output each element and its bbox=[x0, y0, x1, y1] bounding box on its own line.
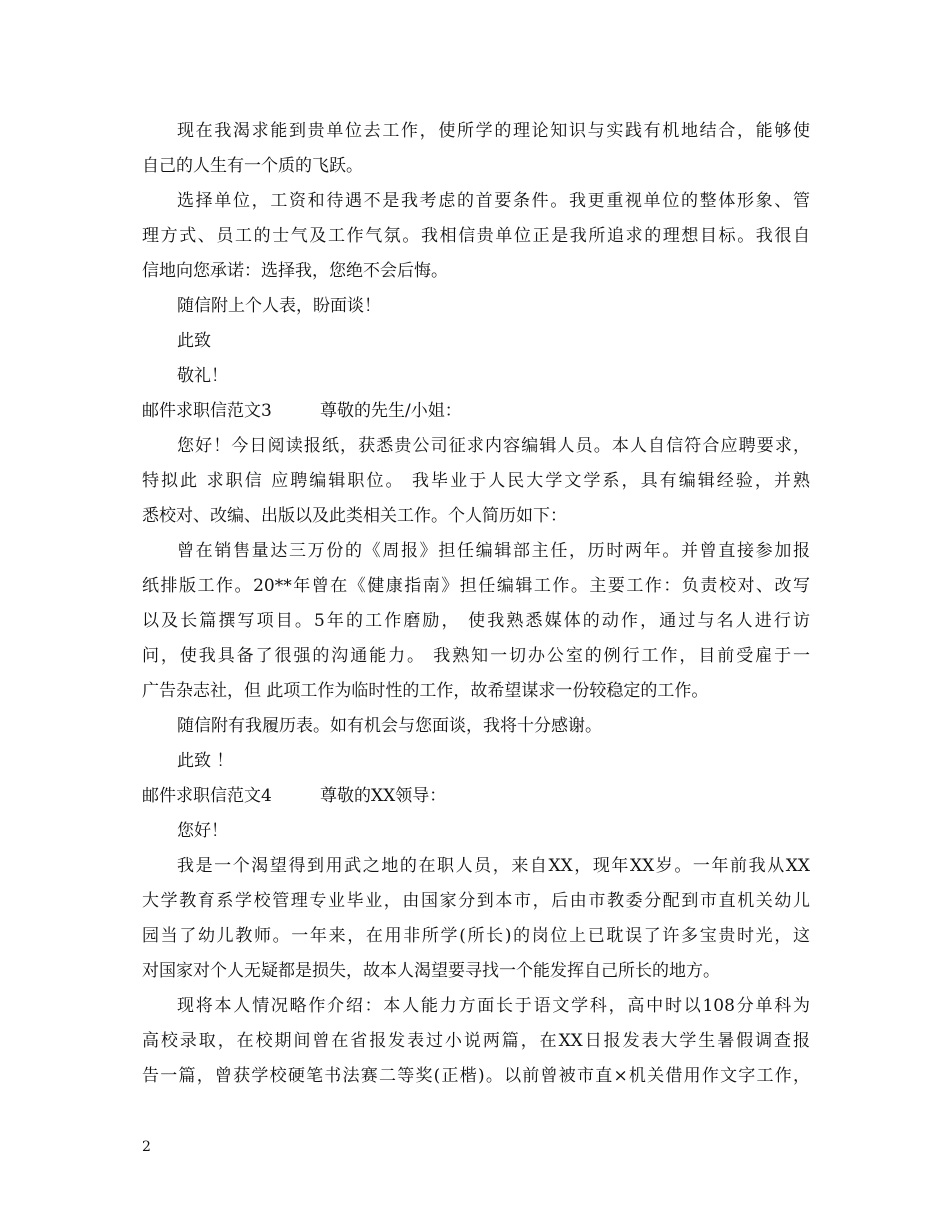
text-line: 此致 ！ bbox=[177, 751, 234, 771]
text-line: 现在我渴求能到贵单位去工作，使所学的理论知识与实践有机地结合，能够使 bbox=[177, 121, 810, 141]
salutation: 尊敬的先生/小姐： bbox=[320, 401, 462, 421]
document-body bbox=[142, 114, 810, 1094]
text-line: 对国家对个人无疑都是损失，故本人渴望要寻找一个能发挥自己所长的地方。 bbox=[142, 961, 720, 981]
text-line: 此致 bbox=[177, 331, 211, 351]
text-line: 敬礼！ bbox=[177, 366, 228, 386]
text-line: 纸排版工作。20**年曾在《健康指南》担任编辑工作。主要工作：负责校对、改写 bbox=[142, 576, 810, 596]
text-line: 大学教育系学校管理专业毕业，由国家分到本市，后由市教委分配到市直机关幼儿 bbox=[142, 891, 810, 911]
text-line: 告一篇，曾获学校硬笔书法赛二等奖(正楷)。以前曾被市直×机关借用作文字工作， bbox=[142, 1066, 810, 1086]
text-line: 现将本人情况略作介绍：本人能力方面长于语文学科，高中时以108分单科为 bbox=[177, 996, 810, 1016]
text-line: 问，使我具备了很强的沟通能力。 我熟知一切办公室的例行工作，目前受雇于一 bbox=[142, 646, 810, 666]
text-line: 您好！ bbox=[177, 821, 228, 841]
text-line: 广告杂志社，但 此项工作为临时性的工作，故希望谋求一份较稳定的工作。 bbox=[142, 681, 709, 701]
salutation: 尊敬的XX领导： bbox=[320, 786, 447, 806]
text-line: 悉校对、改编、出版以及此类相关工作。个人简历如下： bbox=[142, 506, 567, 526]
text-line: 以及长篇撰写项目。5年的工作磨励， 使我熟悉媒体的动作，通过与名人进行访 bbox=[142, 611, 810, 631]
text-line: 随信附有我履历表。如有机会与您面谈，我将十分感谢。 bbox=[177, 716, 602, 736]
text-line: 信地向您承诺：选择我，您绝不会后悔。 bbox=[142, 261, 448, 281]
section-heading bbox=[142, 779, 810, 814]
text-line: 我是一个渴望得到用武之地的在职人员，来自XX，现年XX岁。一年前我从XX bbox=[177, 856, 810, 876]
section-title: 邮件求职信范文4 bbox=[142, 786, 272, 806]
text-line: 理方式、员工的士气及工作气氛。我相信贵单位正是我所追求的理想目标。我很自 bbox=[142, 226, 810, 246]
text-line: 随信附上个人表，盼面谈！ bbox=[177, 296, 381, 316]
section-heading bbox=[142, 394, 810, 429]
text-line: 曾在销售量达三万份的《周报》担任编辑部主任，历时两年。并曾直接参加报 bbox=[177, 541, 810, 561]
page-number: 2 bbox=[142, 1139, 151, 1155]
text-line: 选择单位，工资和待遇不是我考虑的首要条件。我更重视单位的整体形象、管 bbox=[177, 191, 810, 211]
text-line: 自己的人生有一个质的飞跃。 bbox=[142, 156, 363, 176]
section-title: 邮件求职信范文3 bbox=[142, 401, 272, 421]
text-line: 园当了幼儿教师。一年来，在用非所学(所长)的岗位上已耽误了许多宝贵时光，这 bbox=[142, 926, 810, 946]
text-line: 特拟此 求职信 应聘编辑职位。 我毕业于人民大学文学系，具有编辑经验，并熟 bbox=[142, 471, 810, 491]
text-line: 高校录取，在校期间曾在省报发表过小说两篇，在XX日报发表大学生暑假调查报 bbox=[142, 1031, 810, 1051]
text-line: 您好！今日阅读报纸，获悉贵公司征求内容编辑人员。本人自信符合应聘要求， bbox=[177, 436, 810, 456]
